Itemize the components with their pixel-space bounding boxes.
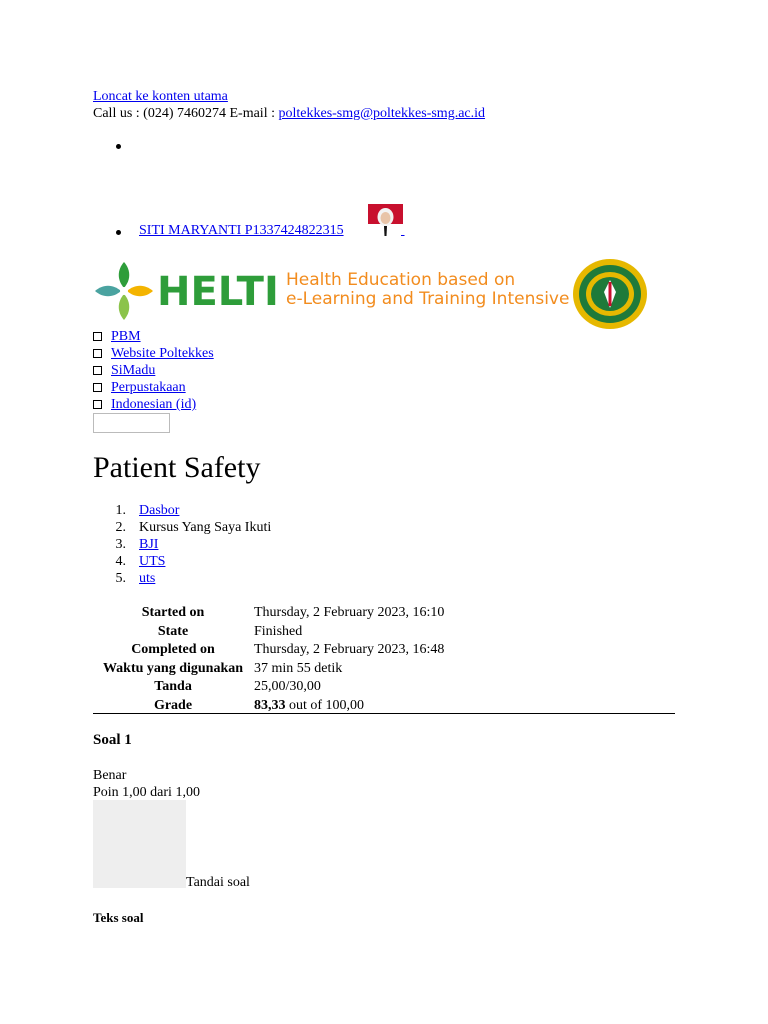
nav-item-simadu[interactable] xyxy=(93,362,155,379)
user-name-link[interactable]: SITI MARYANTI P1337424822315 xyxy=(139,223,344,238)
checkbox-icon xyxy=(93,400,102,409)
summary-key: Started on xyxy=(141,605,205,620)
question-points: Poin 1,00 dari 1,00 xyxy=(93,785,200,800)
checkbox-icon xyxy=(93,366,102,375)
grade-suffix: out of 100,00 xyxy=(285,698,365,713)
breadcrumb-item-my-courses: Kursus Yang Saya Ikuti xyxy=(139,520,272,535)
nav-item-website-poltekkes[interactable] xyxy=(93,345,214,362)
nav-link-perpustakaan[interactable]: Perpustakaan xyxy=(111,380,186,395)
breadcrumb-item-bji[interactable]: BJI xyxy=(139,537,159,552)
site-logo[interactable] xyxy=(93,258,649,330)
breadcrumb-number: 3. xyxy=(115,537,126,552)
breadcrumb-item-uts-quiz[interactable]: uts xyxy=(139,571,156,586)
search-input[interactable] xyxy=(93,413,170,433)
nav-link-simadu[interactable]: SiMadu xyxy=(111,363,156,378)
summary-key: Tanda xyxy=(154,679,192,694)
summary-key: Completed on xyxy=(131,642,215,657)
summary-value: 25,00/30,00 xyxy=(254,679,321,694)
contact-line xyxy=(93,105,485,122)
flag-question-label[interactable]: Tandai soal xyxy=(186,875,250,890)
user-avatar[interactable] xyxy=(368,204,403,238)
breadcrumb-number: 5. xyxy=(115,571,126,586)
nav-item-language[interactable] xyxy=(93,396,196,413)
helti-tagline-1: Health Education based on xyxy=(286,270,516,290)
checkbox-icon xyxy=(93,383,102,392)
page-title: Patient Safety xyxy=(93,451,261,484)
notification-bullet xyxy=(116,144,121,149)
summary-value: 37 min 55 detik xyxy=(254,661,343,676)
skip-to-content-link[interactable]: Loncat ke konten utama xyxy=(93,89,228,104)
checkbox-icon xyxy=(93,332,102,341)
question-status: Benar xyxy=(93,768,127,783)
nav-link-website-poltekkes[interactable]: Website Poltekkes xyxy=(111,346,214,361)
nav-link-language[interactable]: Indonesian ‎(id)‎ xyxy=(111,397,197,412)
breadcrumb-item-dasbor[interactable]: Dasbor xyxy=(139,503,180,518)
grade-value: 83,33 xyxy=(254,698,286,713)
helti-brand-text: HELTI xyxy=(157,269,279,315)
poltekkes-emblem-icon xyxy=(572,258,648,330)
flag-question-image[interactable] xyxy=(93,800,186,888)
helti-tagline-2: e-Learning and Training Intensive xyxy=(286,289,570,309)
nav-item-perpustakaan[interactable] xyxy=(93,379,186,396)
summary-value: Finished xyxy=(254,624,303,639)
summary-key: Grade xyxy=(153,698,193,713)
summary-key: Waktu yang digunakan xyxy=(102,661,244,676)
nav-link-pbm[interactable]: PBM xyxy=(111,329,141,344)
summary-value: Thursday, 2 February 2023, 16:10 xyxy=(254,605,445,620)
breadcrumb-number: 1. xyxy=(115,503,126,518)
question-heading: Soal 1 xyxy=(93,732,132,748)
user-menu[interactable] xyxy=(139,222,344,239)
breadcrumb-item-uts-category[interactable]: UTS xyxy=(139,554,166,569)
contact-email-link[interactable]: poltekkes-smg@poltekkes-smg.ac.id xyxy=(278,106,486,121)
summary-divider xyxy=(93,713,675,714)
nav-item-pbm[interactable] xyxy=(93,328,141,345)
checkbox-icon xyxy=(93,349,102,358)
breadcrumb-number: 2. xyxy=(115,520,126,535)
summary-key: State xyxy=(157,624,189,639)
summary-value: Thursday, 2 February 2023, 16:48 xyxy=(254,642,445,657)
user-menu-bullet xyxy=(116,230,121,235)
contact-phone-text: Call us : (024) 7460274 E-mail : xyxy=(93,106,279,121)
user-menu-caret-link[interactable] xyxy=(401,222,405,239)
helti-leaf-icon xyxy=(93,258,155,324)
breadcrumb-number: 4. xyxy=(115,554,126,569)
question-text-heading: Teks soal xyxy=(93,910,144,925)
